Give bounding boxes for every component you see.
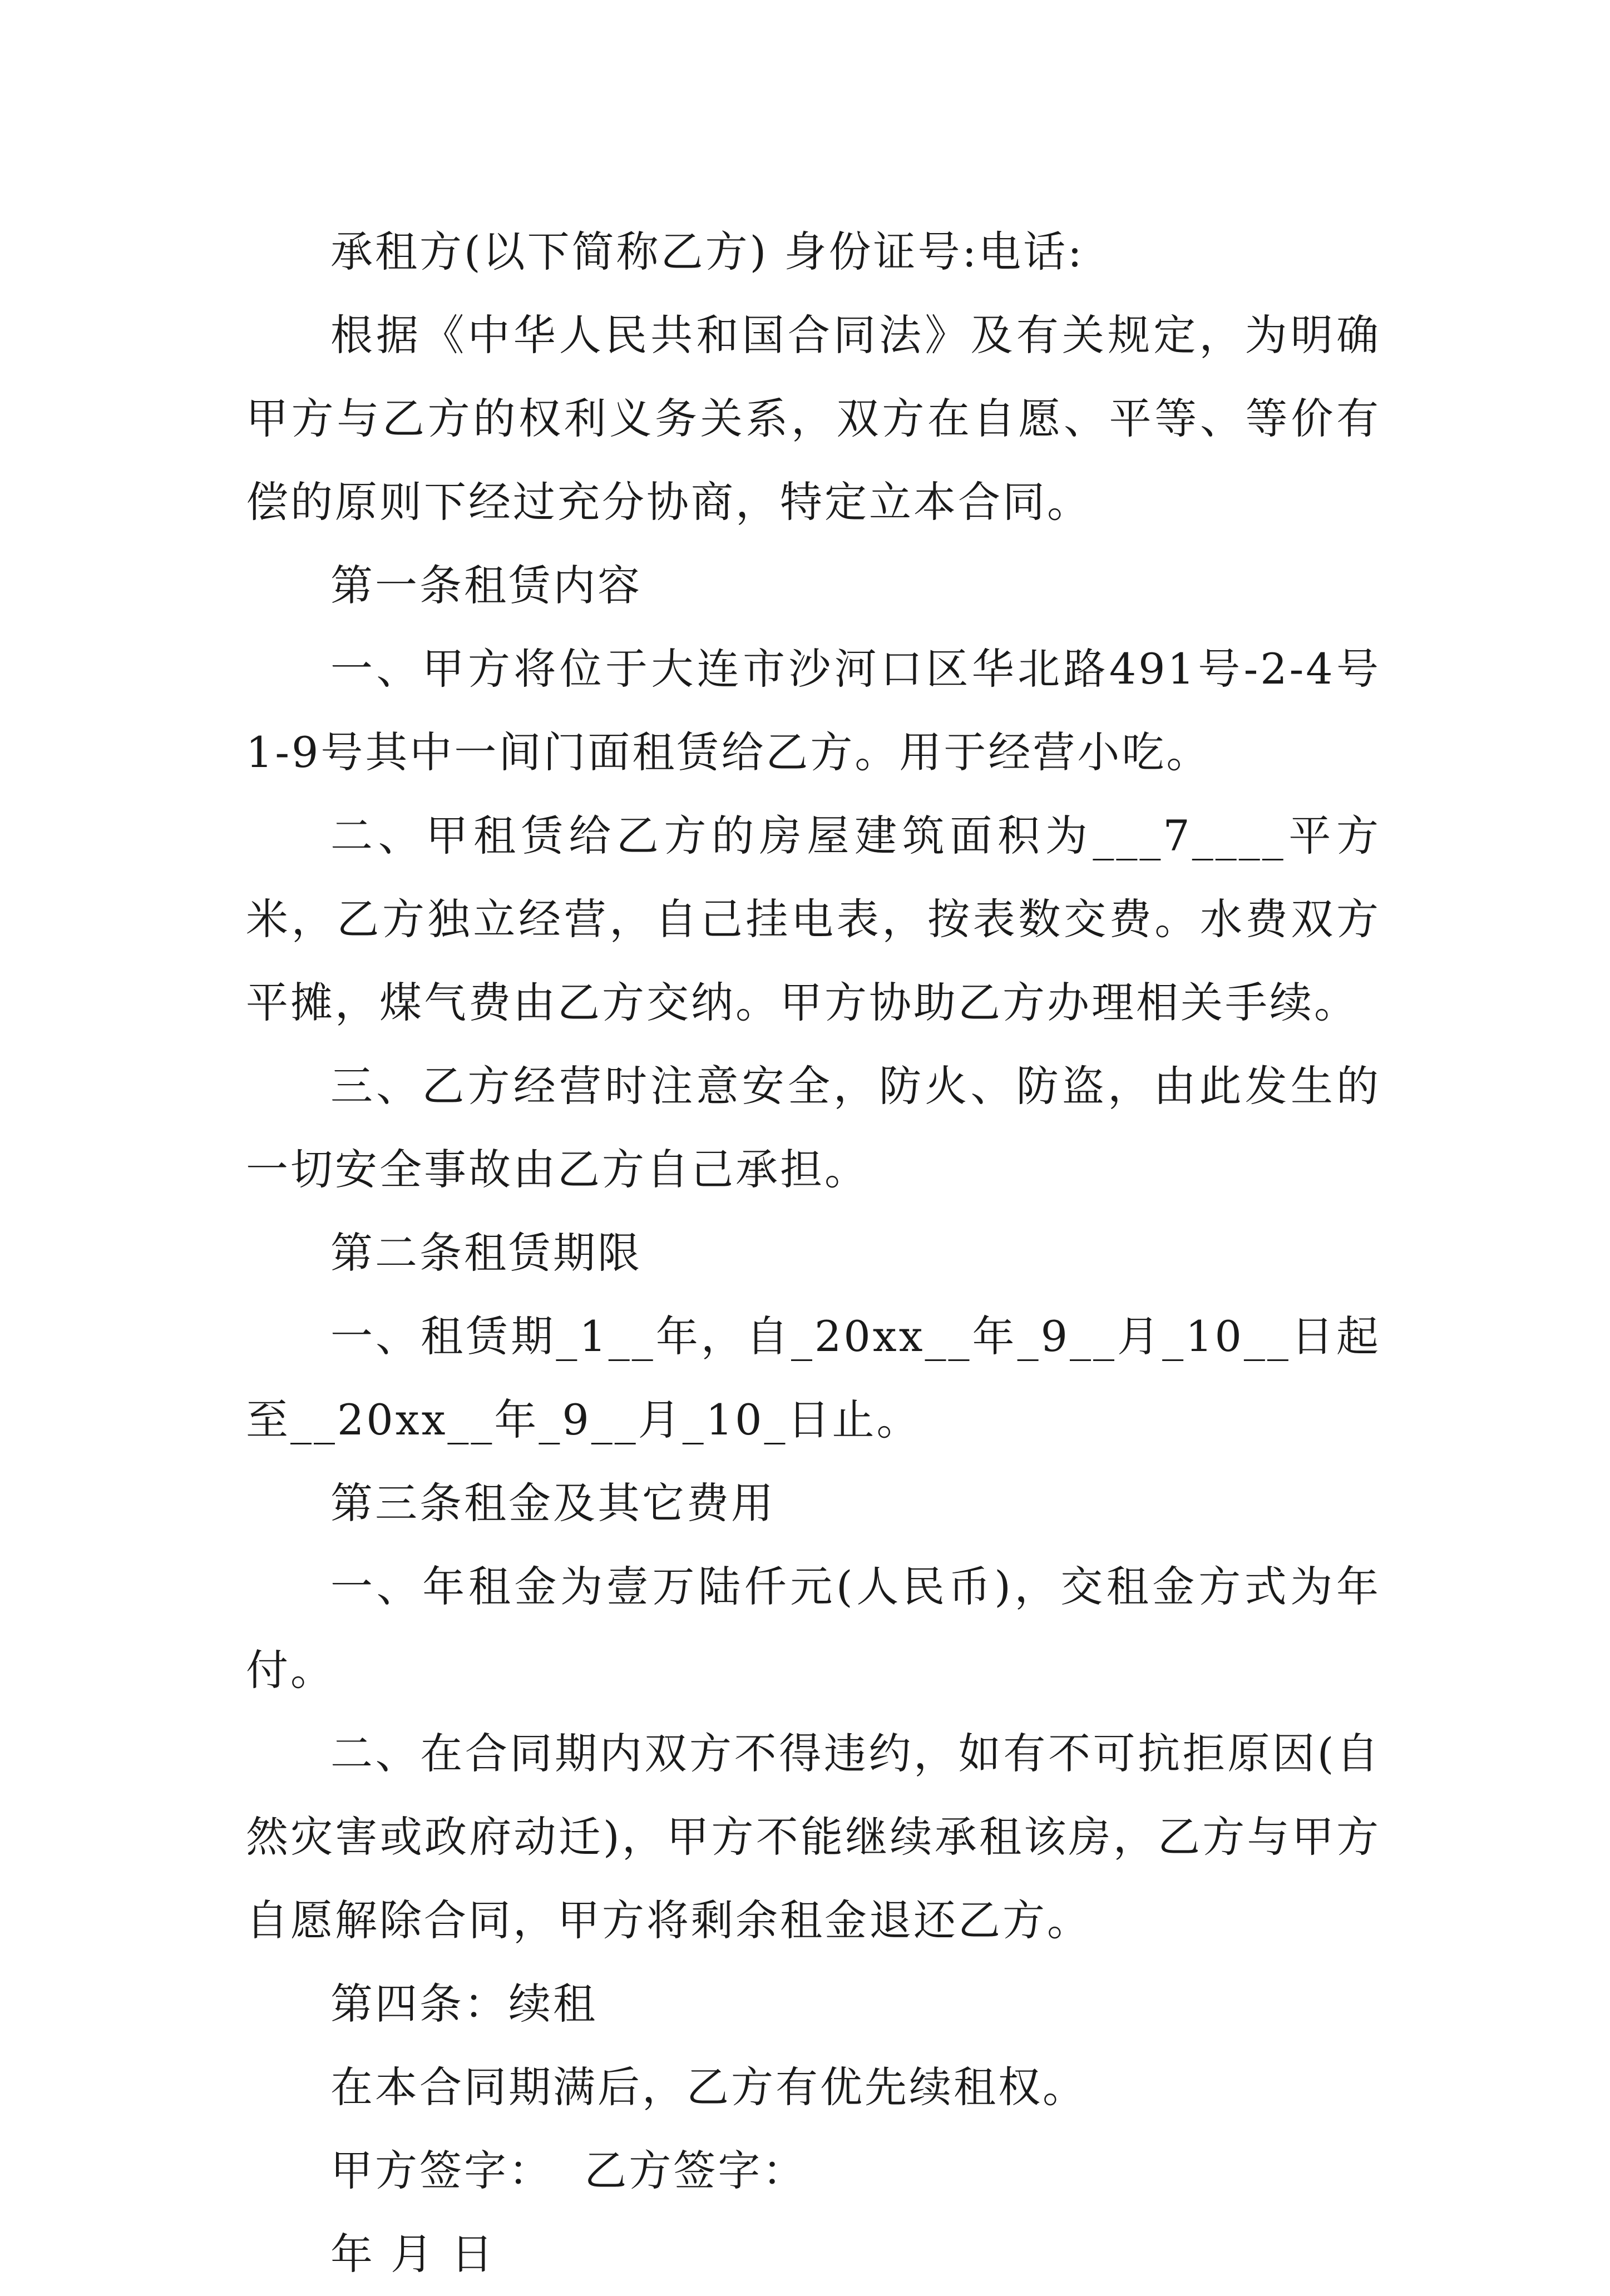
article-2-item-1: 一、租赁期_1__年，自_20xx__年_9__月_10__日起至__20xx__年_9__月_10_日止。: [246, 1312, 1381, 1444]
article-3-heading: 第三条租金及其它费用: [330, 1478, 776, 1528]
article-3-item-1: 一、年租金为壹万陆仟元(人民币)，交租金方式为年付。: [246, 1562, 1381, 1695]
intro-paragraph: 根据《中华人民共和国合同法》及有关规定，为明确甲方与乙方的权利义务关系，双方在自愿、平等、等价有偿的原则下经过充分协商，特定立本合同。: [246, 310, 1381, 527]
tenant-line: 承租方(以下简称乙方) 身份证号:电话:: [330, 227, 1084, 276]
signature-line: 甲方签字： 乙方签字：: [330, 2146, 807, 2195]
article-4-heading: 第四条：续租: [330, 1979, 597, 2028]
article-1-item-2: 二、甲租赁给乙方的房屋建筑面积为___7____平方米，乙方独立经营，自己挂电表，按表数交费。水费双方平摊，煤气费由乙方交纳。甲方协助乙方办理相关手续。: [246, 811, 1381, 1027]
article-4-item-1: 在本合同期满后，乙方有优先续租权。: [330, 2062, 1087, 2112]
article-2-heading: 第二条租赁期限: [330, 1228, 642, 1278]
article-1-heading: 第一条租赁内容: [330, 561, 642, 610]
date-line: 年 月 日: [330, 2229, 496, 2279]
article-1-item-3: 三、乙方经营时注意安全，防火、防盗，由此发生的一切安全事故由乙方自己承担。: [246, 1061, 1381, 1194]
contract-body: [246, 210, 1381, 2296]
article-1-item-1: 一、甲方将位于大连市沙河口区华北路491号-2-4号1-9号其中一间门面租赁给乙方。用于经营小吃。: [246, 644, 1381, 777]
article-3-item-2: 二、在合同期内双方不得违约，如有不可抗拒原因(自然灾害或政府动迁)，甲方不能继续承租该房，乙方与甲方自愿解除合同，甲方将剩余租金退还乙方。: [246, 1729, 1381, 1945]
